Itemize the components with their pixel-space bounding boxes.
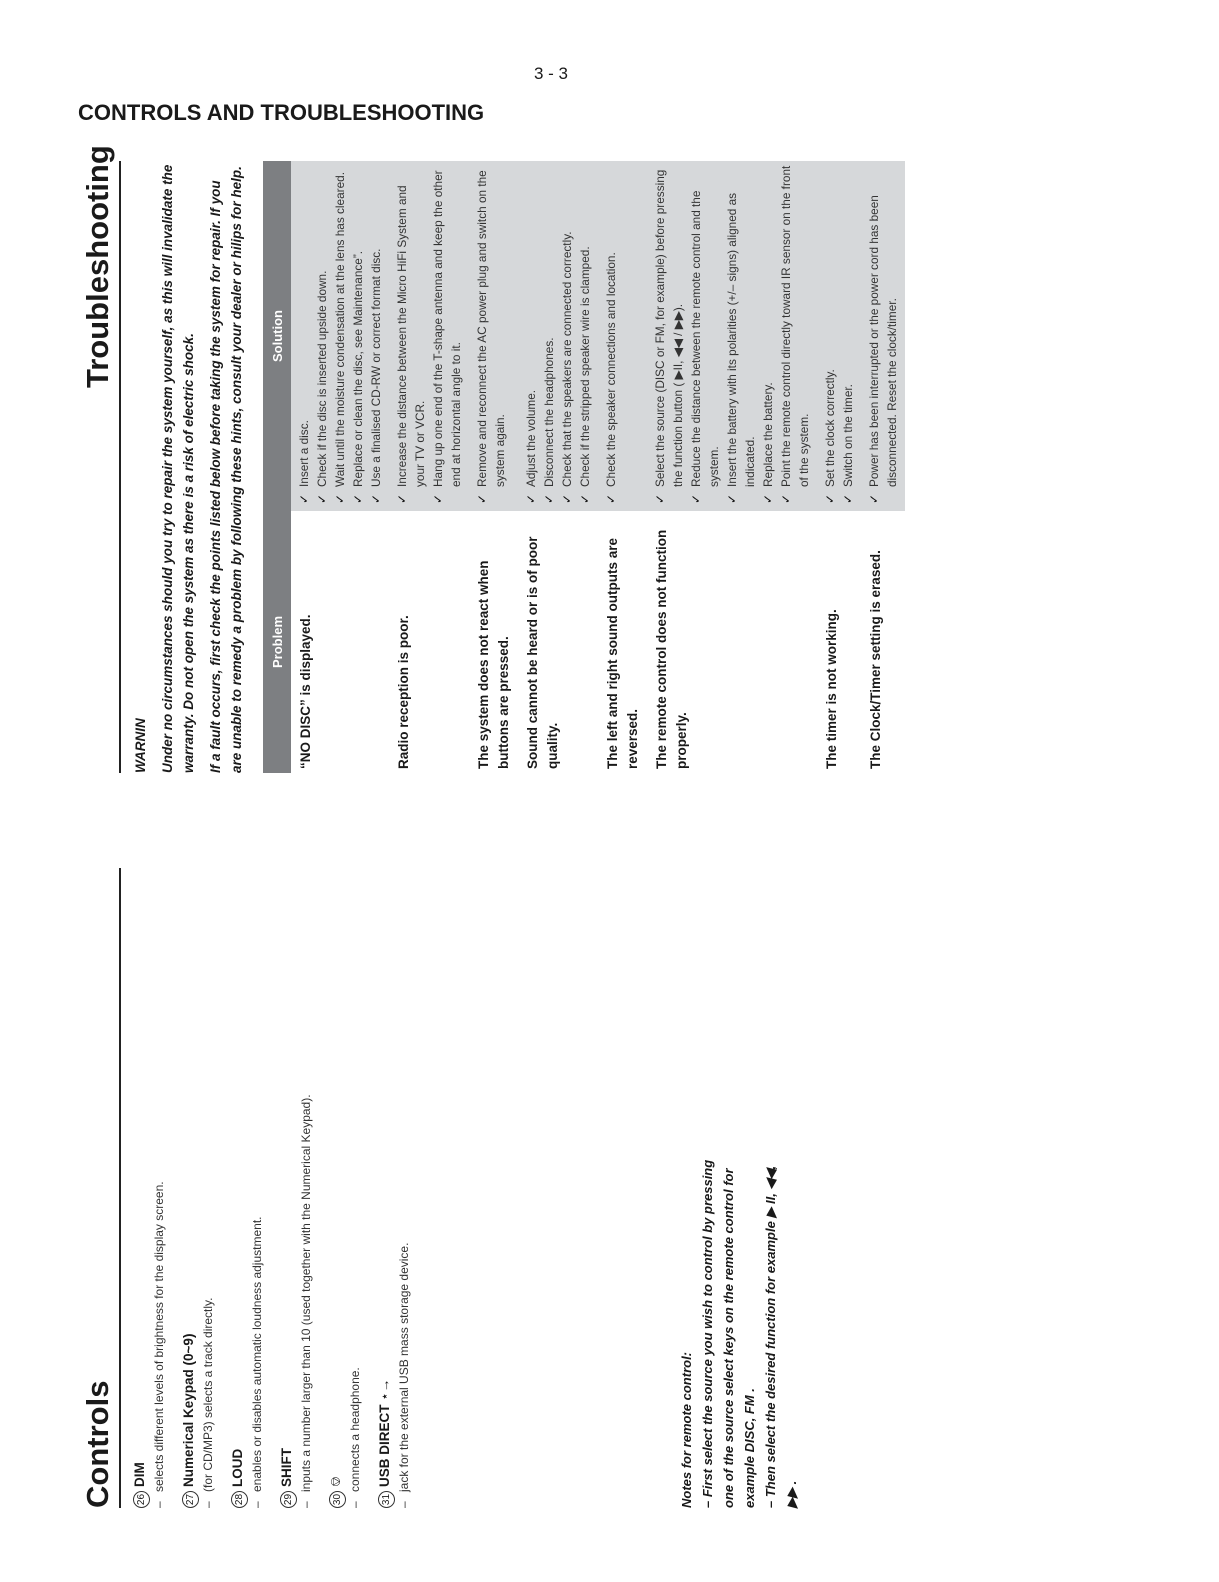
control-label: SHIFT	[279, 1448, 294, 1487]
usb-icon: ⋆→	[377, 1378, 392, 1401]
solution-item	[540, 165, 558, 511]
page-header-title: CONTROLS AND TROUBLESHOOTING	[78, 100, 485, 125]
control-label: Numerical Keypad (0~9)	[181, 1333, 196, 1487]
table-body	[291, 161, 905, 773]
checkmark-icon: ✓	[779, 493, 793, 505]
checkmark-icon: ✓	[333, 493, 347, 505]
notes-line-2: – Then select the desired function for example ▶ II, ◀◀, ▶▶ .	[763, 1165, 799, 1508]
checkmark-icon: ✓	[578, 493, 592, 505]
solution-text: Increase the distance between the Micro HiFi System and your TV or VCR.	[395, 185, 427, 487]
solution-item	[349, 165, 367, 511]
control-label: LOUD	[230, 1448, 245, 1487]
solution-item	[367, 165, 385, 511]
solution-text: Set the clock correctly.	[823, 369, 837, 487]
solution-item	[313, 165, 331, 511]
remote-notes	[676, 1148, 802, 1508]
table-row	[647, 161, 817, 773]
control-label: DIM	[132, 1462, 147, 1487]
solution-text: Use a finalised CD-RW or correct format disc.	[369, 248, 383, 487]
solution-item	[687, 165, 723, 511]
solution-item	[759, 165, 777, 511]
solution-cell	[647, 161, 817, 511]
solution-text: Disconnect the headphones.	[542, 337, 556, 487]
troubleshooting-table	[263, 161, 905, 773]
checkmark-icon: ✓	[351, 493, 365, 505]
control-heading	[375, 868, 395, 1508]
table-row	[291, 161, 389, 773]
table-row	[518, 161, 598, 773]
checkmark-icon: ✓	[475, 493, 489, 505]
solution-text: Wait until the moisture condensation at the lens has cleared.	[333, 172, 347, 487]
solution-text: Adjust the volume.	[524, 389, 538, 487]
control-label: USB DIRECT	[377, 1404, 392, 1487]
control-heading	[130, 868, 150, 1508]
checkmark-icon: ✓	[431, 493, 445, 505]
problem-column-header: Problem	[269, 616, 285, 669]
control-description: – connects a headphone.	[346, 868, 365, 1508]
checkmark-icon: ✓	[653, 493, 667, 505]
problem-cell: Radio reception is poor.	[389, 511, 469, 773]
notes-title: Notes for remote control:	[679, 1351, 694, 1508]
solution-item	[331, 165, 349, 511]
checkmark-icon: ✓	[841, 493, 855, 505]
page-number: 3 - 3	[534, 64, 569, 83]
solution-text: Insert a disc.	[297, 420, 311, 487]
checkmark-icon: ✓	[542, 493, 556, 505]
hint-text: If a fault occurs, first check the points listed below before taking the system for repair. If you are unable to remedy a problem by following these hints, consult your dealer or hilips for help.	[208, 166, 244, 773]
control-heading	[277, 868, 297, 1508]
control-item	[277, 868, 316, 1508]
checkmark-icon: ✓	[689, 493, 703, 505]
solution-cell	[598, 161, 647, 511]
warning-title: WARNIN	[133, 718, 148, 773]
solution-item	[473, 165, 509, 511]
solution-item	[576, 165, 594, 511]
checkmark-icon: ✓	[761, 493, 775, 505]
controls-divider	[119, 868, 121, 1508]
control-heading	[326, 868, 346, 1508]
control-description: – (for CD/MP3) selects a track directly.	[199, 868, 218, 1508]
solution-text: Reduce the distance between the remote control and the system.	[689, 190, 721, 487]
controls-list	[130, 868, 424, 1508]
solution-text: Hang up one end of the T-shape antenna and keep the other end at horizontal angle to it.	[431, 170, 463, 487]
table-row	[861, 161, 905, 773]
problem-cell: The remote control does not function properly.	[647, 511, 817, 773]
checkmark-icon: ✓	[297, 493, 311, 505]
control-number: 31	[378, 1491, 395, 1508]
solution-text: Check if the stripped speaker wire is clamped.	[578, 246, 592, 487]
control-description: – enables or disables automatic loudness adjustment.	[248, 868, 267, 1508]
control-heading	[228, 868, 248, 1508]
solution-text: Replace the battery.	[761, 382, 775, 487]
solution-cell	[817, 161, 861, 511]
control-item	[326, 868, 365, 1508]
solution-item	[393, 165, 429, 511]
problem-cell: The timer is not working.	[817, 511, 861, 773]
checkmark-icon: ✓	[524, 493, 538, 505]
solution-item	[777, 165, 813, 511]
solution-text: Check the speaker connections and location.	[604, 252, 618, 487]
control-item	[130, 868, 169, 1508]
solution-column-header: Solution	[269, 310, 285, 362]
checkmark-icon: ✓	[560, 493, 574, 505]
control-number: 27	[182, 1491, 199, 1508]
solution-text: Remove and reconnect the AC power plug and switch on the system again.	[475, 170, 507, 487]
solution-item	[865, 165, 901, 511]
solution-cell	[469, 161, 518, 511]
solution-item	[839, 165, 857, 511]
solution-item	[558, 165, 576, 511]
checkmark-icon: ✓	[315, 493, 329, 505]
solution-text: Check that the speakers are connected correctly.	[560, 231, 574, 487]
controls-title: Controls	[80, 1380, 115, 1508]
table-header	[263, 161, 291, 773]
control-item	[375, 868, 414, 1508]
checkmark-icon: ✓	[823, 493, 837, 505]
headphone-icon: ⎊	[328, 1476, 343, 1487]
control-description: – inputs a number larger than 10 (used together with the Numerical Keypad).	[297, 868, 316, 1508]
solution-text: Point the remote control directly toward IR sensor on the front of the system.	[779, 165, 811, 487]
solution-text: Check if the disc is inserted upside down.	[315, 270, 329, 487]
troubleshooting-divider	[119, 161, 121, 773]
table-row	[817, 161, 861, 773]
solution-cell	[389, 161, 469, 511]
table-row	[598, 161, 647, 773]
control-item	[228, 868, 267, 1508]
solution-item	[295, 165, 313, 511]
problem-cell: “NO DISC” is displayed.	[291, 511, 389, 773]
solution-text: Power has been interrupted or the power cord has been disconnected. Reset the clock/timer.	[867, 195, 899, 487]
checkmark-icon: ✓	[867, 493, 881, 505]
rotated-manual-page	[78, 145, 1018, 1508]
problem-cell: Sound cannot be heard or is of poor quality.	[518, 511, 598, 773]
problem-cell: The Clock/Timer setting is erased.	[861, 511, 905, 773]
solution-item	[429, 165, 465, 511]
solution-cell	[518, 161, 598, 511]
solution-item	[651, 165, 687, 511]
control-item	[179, 868, 218, 1508]
solution-item	[821, 165, 839, 511]
warning-text: Under no circumstances should you try to repair the system yourself, as this will invalidate the warranty. Do not open the system as there is a risk of electric shock.	[160, 164, 196, 773]
notes-line-1: – First select the source you wish to control by pressing one of the source select keys on the remote control for example DISC, FM .	[700, 1159, 757, 1508]
control-number: 26	[133, 1491, 150, 1508]
solution-text: Replace or clean the disc, see Maintenance”.	[351, 250, 365, 487]
warning-block	[130, 161, 253, 773]
control-number: 28	[231, 1491, 248, 1508]
table-row	[469, 161, 518, 773]
problem-cell: The left and right sound outputs are reversed.	[598, 511, 647, 773]
solution-item	[723, 165, 759, 511]
checkmark-icon: ✓	[369, 493, 383, 505]
control-description: – jack for the external USB mass storage device.	[395, 868, 414, 1508]
checkmark-icon: ✓	[725, 493, 739, 505]
problem-cell: The system does not react when buttons are pressed.	[469, 511, 518, 773]
control-heading	[179, 868, 199, 1508]
troubleshooting-title: Troubleshooting	[80, 145, 115, 388]
checkmark-icon: ✓	[604, 493, 618, 505]
solution-text: Switch on the timer.	[841, 384, 855, 487]
solution-item	[602, 165, 620, 511]
control-description: – selects different levels of brightness for the display screen.	[150, 868, 169, 1508]
solution-cell	[291, 161, 389, 511]
solution-cell	[861, 161, 905, 511]
control-number: 30	[329, 1491, 346, 1508]
checkmark-icon: ✓	[395, 493, 409, 505]
control-number: 29	[280, 1491, 297, 1508]
solution-text: Insert the battery with its polarities (+/– signs) aligned as indicated.	[725, 192, 757, 487]
solution-item	[522, 165, 540, 511]
table-row	[389, 161, 469, 773]
solution-text: Select the source (DISC or FM, for example) before pressing the function button ( ▶II, ◀◀ / ▶▶).	[653, 169, 685, 487]
